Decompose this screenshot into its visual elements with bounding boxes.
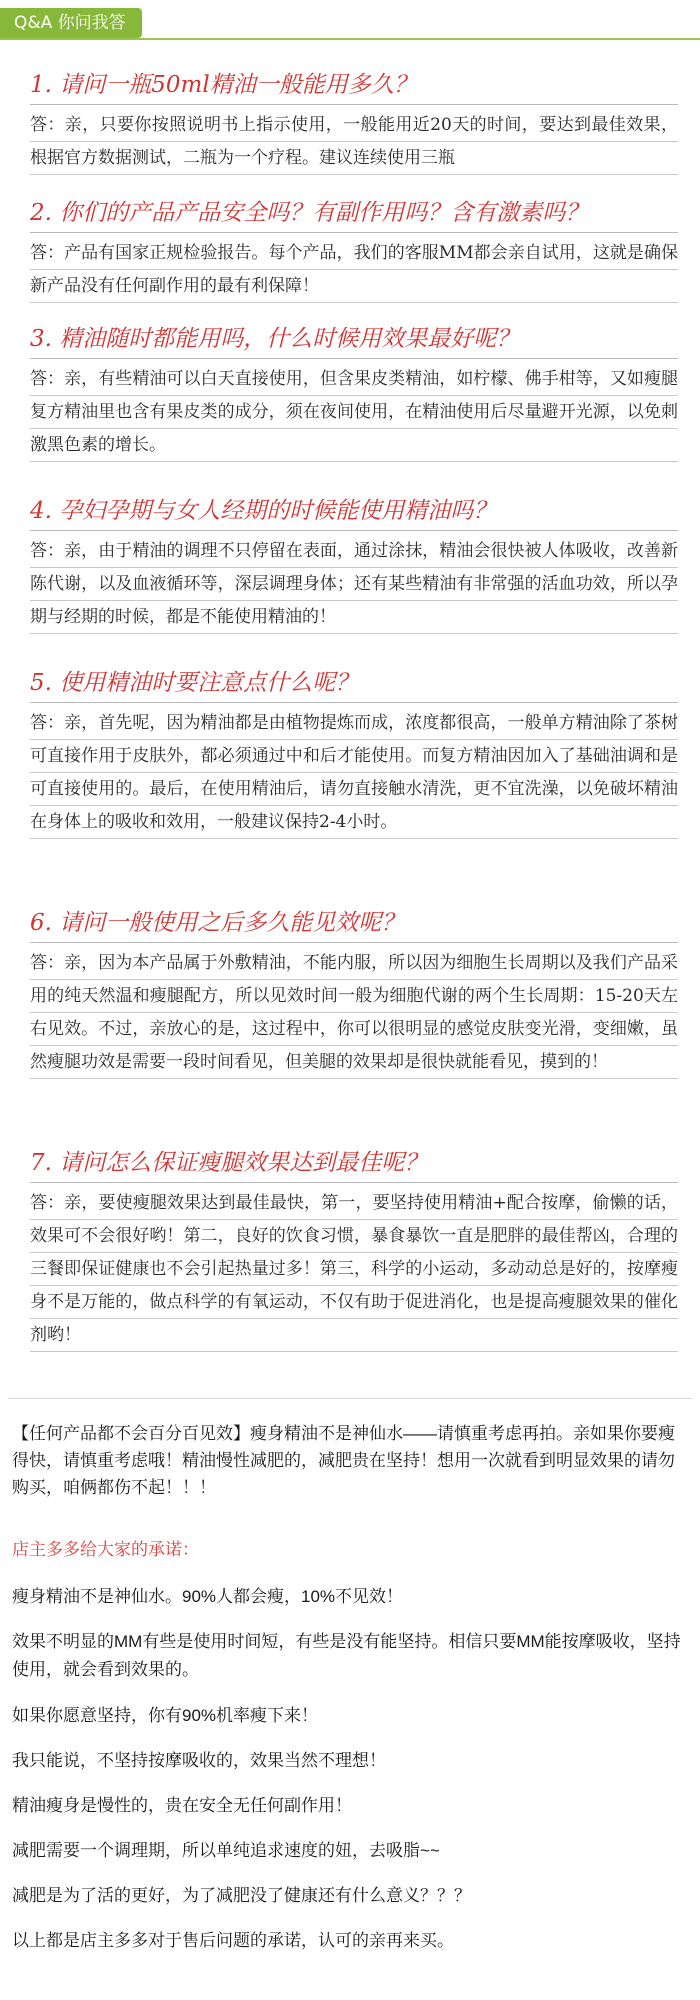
promise-item-4: 我只能说，不坚持按摩吸收的，效果当然不理想！ bbox=[12, 1751, 386, 1770]
promise-item-2: 效果不明显的MM有些是使用时间短，有些是没有能坚持。相信只要MM能按摩吸收，坚持使用，就会看到效果的。 bbox=[12, 1632, 681, 1679]
qa-item-6 bbox=[30, 908, 678, 1079]
qa-item-7 bbox=[30, 1148, 678, 1352]
promise-item-7: 减肥是为了活的更好，为了减肥没了健康还有什么意义？？？ bbox=[12, 1886, 471, 1905]
tag-underline bbox=[0, 38, 700, 40]
promise-title: 店主多多给大家的承诺： bbox=[12, 1540, 199, 1559]
section-divider bbox=[8, 1398, 692, 1399]
qa-section-tag: Q&A 你问我答 bbox=[0, 8, 142, 38]
qa-item-2 bbox=[30, 198, 678, 303]
question-4: 4. 孕妇孕期与女人经期的时候能使用精油吗？ bbox=[30, 496, 678, 531]
promise-item-1: 瘦身精油不是神仙水。90%人都会瘦，10%不见效！ bbox=[12, 1587, 404, 1606]
answer-2: 答：产品有国家正规检验报告。每个产品，我们的客服MM都会亲自试用，这就是确保新产品没有任何副作用的最有利保障！ bbox=[30, 237, 678, 303]
qa-item-3 bbox=[30, 324, 678, 462]
answer-1: 答：亲，只要你按照说明书上指示使用，一般能用近20天的时间，要达到最佳效果，根据官方数据测试，二瓶为一个疗程。建议连续使用三瓶 bbox=[30, 109, 678, 175]
question-1: 1. 请问一瓶50ml精油一般能用多久？ bbox=[30, 70, 678, 105]
promise-item-6: 减肥需要一个调理期，所以单纯追求速度的妞，去吸脂~~ bbox=[12, 1841, 440, 1860]
answer-7: 答：亲，要使瘦腿效果达到最佳最快，第一，要坚持使用精油+配合按摩，偷懒的话，效果可不会很好哟！第二，良好的饮食习惯，暴食暴饮一直是肥胖的最佳帮凶，合理的三餐即保证健康也不会引起热量过多！第三，科学的小运动，多动动总是好的，按摩瘦身不是万能的，做点科学的有氧运动，不仅有助于促进消化，也是提高瘦腿效果的催化剂哟！ bbox=[30, 1187, 678, 1352]
question-3: 3. 精油随时都能用吗，什么时候用效果最好呢？ bbox=[30, 324, 678, 359]
answer-3: 答：亲，有些精油可以白天直接使用，但含果皮类精油，如柠檬、佛手柑等，又如瘦腿复方精油里也含有果皮类的成分，须在夜间使用，在精油使用后尽量避开光源，以免刺激黑色素的增长。 bbox=[30, 363, 678, 462]
qa-item-1 bbox=[30, 70, 678, 175]
disclaimer-text: 【任何产品都不会百分百见效】瘦身精油不是神仙水——请慎重考虑再拍。亲如果你要瘦得快，请慎重考虑哦！精油慢性减肥的，减肥贵在坚持！想用一次就看到明显效果的请勿购买，咱俩都伤不起！！！ bbox=[12, 1424, 675, 1497]
promise-item-8: 以上都是店主多多对于售后问题的承诺，认可的亲再来买。 bbox=[12, 1931, 454, 1950]
question-7: 7. 请问怎么保证瘦腿效果达到最佳呢？ bbox=[30, 1148, 678, 1183]
question-6: 6. 请问一般使用之后多久能见效呢？ bbox=[30, 908, 678, 943]
question-2: 2. 你们的产品产品安全吗？有副作用吗？含有激素吗？ bbox=[30, 198, 678, 233]
answer-4: 答：亲，由于精油的调理不只停留在表面，通过涂抹，精油会很快被人体吸收，改善新陈代谢，以及血液循环等，深层调理身体；还有某些精油有非常强的活血功效，所以孕期与经期的时候，都是不能使用精油的！ bbox=[30, 535, 678, 634]
answer-6: 答：亲，因为本产品属于外敷精油，不能内服，所以因为细胞生长周期以及我们产品采用的纯天然温和瘦腿配方，所以见效时间一般为细胞代谢的两个生长周期：15-20天左右见效。不过，亲放心的是，这过程中，你可以很明显的感觉皮肤变光滑，变细嫩，虽然瘦腿功效是需要一段时间看见，但美腿的效果却是很快就能看见，摸到的！ bbox=[30, 947, 678, 1079]
qa-item-4 bbox=[30, 496, 678, 634]
promise-item-3: 如果你愿意坚持，你有90%机率瘦下来！ bbox=[12, 1706, 319, 1725]
promise-item-5: 精油瘦身是慢性的，贵在安全无任何副作用！ bbox=[12, 1796, 352, 1815]
question-5: 5. 使用精油时要注意点什么呢？ bbox=[30, 668, 678, 703]
answer-5: 答：亲，首先呢，因为精油都是由植物提炼而成，浓度都很高，一般单方精油除了茶树可直接作用于皮肤外，都必须通过中和后才能使用。而复方精油因加入了基础油调和是可直接使用的。最后，在使用精油后，请勿直接触水清洗，更不宜洗澡，以免破坏精油在身体上的吸收和效用，一般建议保持2-4小时。 bbox=[30, 707, 678, 839]
qa-item-5 bbox=[30, 668, 678, 839]
